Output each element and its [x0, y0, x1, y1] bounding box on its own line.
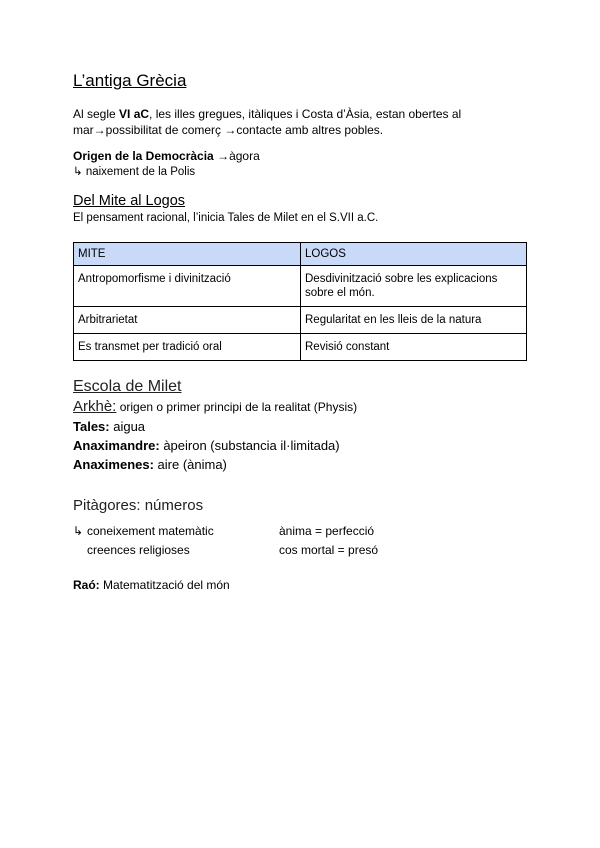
- pitagores-heading: Pitàgores: números: [73, 497, 204, 514]
- table-cell: Es transmet per tradició oral: [74, 334, 301, 361]
- table-row: [74, 307, 527, 334]
- sub-arrow-icon: ↳: [73, 524, 84, 538]
- origen-sub: ↳ naixement de la Polis: [73, 166, 196, 178]
- table-row: [74, 334, 527, 361]
- mite-logos-sentence: El pensament racional, l’inicia Tales de Milet en el S.VII a.C.: [73, 212, 379, 224]
- intro-text-cont: , les illes gregues, itàliques i Costa d’Àsia, estan obertes al: [149, 107, 462, 121]
- table-header-row: [74, 243, 527, 266]
- table-row: [74, 266, 527, 307]
- arkhe-text: origen o primer principi de la realitat (Physis): [116, 400, 358, 414]
- intro-line-2: mar→possibilitat de comerç →contacte amb altres pobles.: [73, 123, 384, 137]
- milet-item-anaximandre: [73, 436, 533, 455]
- milet-item-tales: [73, 417, 533, 436]
- pitagores-right-1: ànima = perfecció: [279, 524, 375, 538]
- page-title: L’antiga Grècia: [73, 71, 187, 90]
- origen-line: [73, 148, 533, 164]
- table-cell: Regularitat en les lleis de la natura: [301, 307, 527, 334]
- mite-logos-table: [73, 242, 527, 361]
- pitagores-row-1: [73, 522, 533, 541]
- philosopher-name: Tales:: [73, 419, 110, 434]
- origen-rest: →àgora: [213, 149, 260, 163]
- intro-line-1: [73, 106, 533, 122]
- table-cell: Arbitrarietat: [74, 307, 301, 334]
- origen-bold: Origen de la Democràcia: [73, 149, 214, 163]
- pitagores-right-2: cos mortal = presó: [279, 543, 379, 557]
- philosopher-value: aigua: [109, 419, 146, 434]
- philosopher-name: Anaximandre:: [73, 438, 160, 453]
- table-header-mite: MITE: [74, 243, 301, 266]
- intro-century: VI aC: [119, 107, 150, 121]
- milet-heading: Escola de Milet: [73, 378, 182, 395]
- philosopher-value: aire (ànima): [153, 457, 227, 472]
- table-cell: Antropomorfisme i divinització: [74, 266, 301, 307]
- arkhe-line: [73, 397, 533, 417]
- arkhe-label: Arkhè:: [73, 398, 117, 415]
- document-page: [73, 70, 533, 593]
- table-cell: Revisió constant: [301, 334, 527, 361]
- pitagores-left-1: coneixement matemàtic: [87, 524, 214, 538]
- pitagores-left-2: creences religioses: [87, 543, 190, 557]
- philosopher-name: Anaximenes:: [73, 457, 154, 472]
- intro-text: Al segle: [73, 107, 120, 121]
- rao-text: Matematització del món: [99, 578, 230, 592]
- rao-label: Raó:: [73, 578, 100, 592]
- philosopher-value: àpeiron (substancia il·limitada): [159, 438, 340, 453]
- milet-item-anaximenes: [73, 455, 533, 474]
- rao-line: [73, 577, 533, 593]
- mite-logos-heading: Del Mite al Logos: [73, 193, 186, 209]
- table-header-logos: LOGOS: [301, 243, 527, 266]
- table-cell: Desdivinització sobre les explicacions sobre el món.: [301, 266, 527, 307]
- pitagores-row-2: [73, 541, 533, 560]
